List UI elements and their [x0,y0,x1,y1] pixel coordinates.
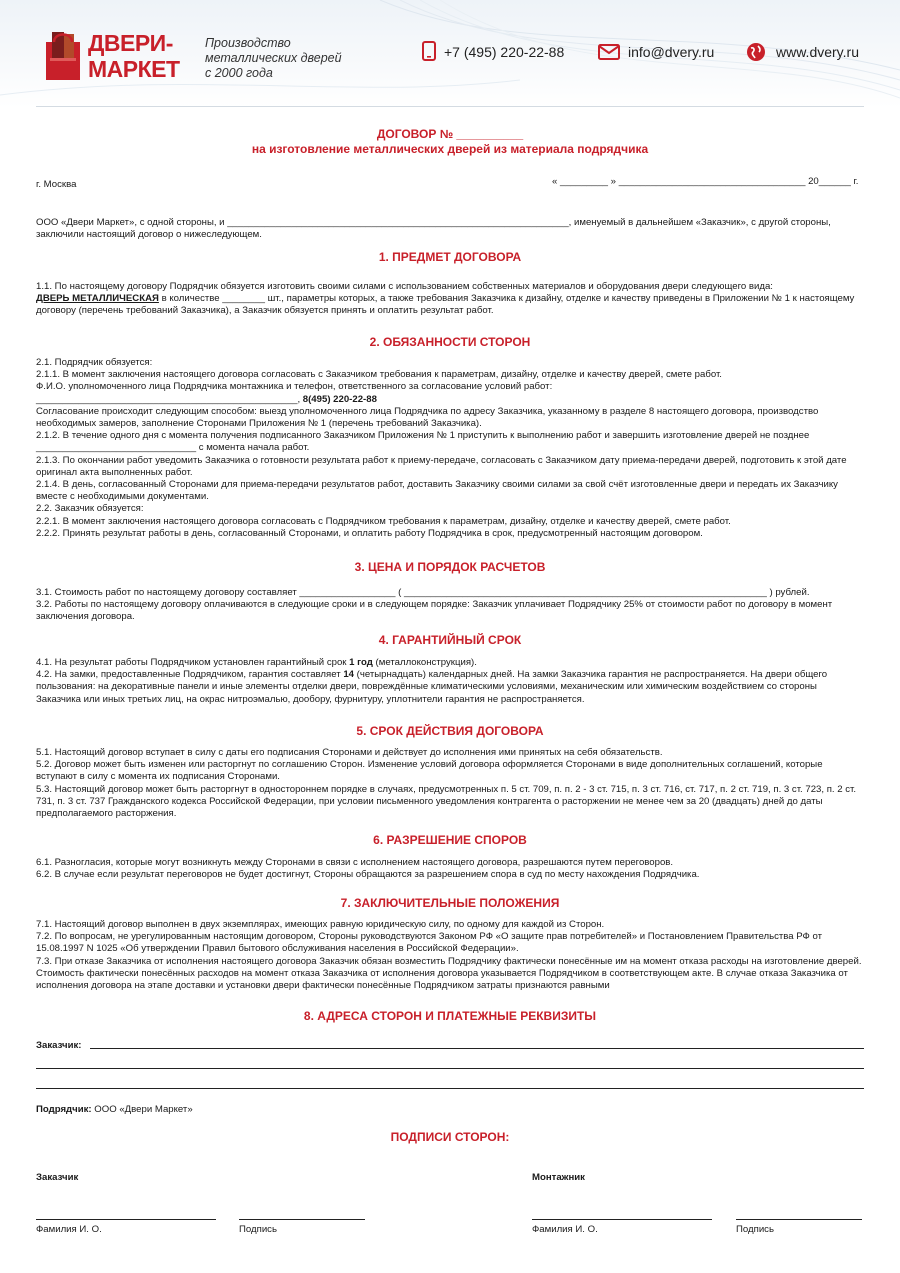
contract-subtitle: на изготовление металлических дверей из материала подрядчика [251,142,649,156]
section-4-heading: 4. ГАРАНТИЙНЫЙ СРОК [378,633,522,647]
website-url[interactable]: www.dvery.ru [776,44,859,60]
customer-name-caption: Фамилия И. О. [36,1224,102,1235]
section-8-heading: 8. АДРЕСА СТОРОН И ПЛАТЕЖНЫЕ РЕКВИЗИТЫ [303,1009,597,1023]
installer-signature-block: Монтажник [532,1172,585,1183]
installer-signature-line[interactable] [736,1219,862,1220]
contract-city: г. Москва [36,179,77,190]
installer-signature-caption: Подпись [736,1224,774,1235]
section-3-text: 3.1. Стоимость работ по настоящему договору составляет __________________ ( ____________________________________________________________________ ) рублей. 3.2. Работы по настоящему договору оплачиваются в следующие сроки и в следующем порядке: Заказчик уплачивает Подрядчику 25% от стоимости работ по договору в момент заключения договора. [36,587,833,623]
header-divider [36,106,864,107]
phone-icon [422,41,436,61]
section-2-text: 2.1. Подрядчик обязуется: 2.1.1. В момент заключения настоящего договора согласовать с Заказчиком требования к параметрам, дизайну, отделке и качеству дверей, смете работ. Ф.И.О. уполномоченного лица Подрядчика монтажника и телефон, ответственного за согласование условий работ: _________________________________________________, 8(495) 220-22-88 Согласование происходит следующим способом: выезд уполномоченного лица Подрядчика по адресу Заказчика, указанному в разделе 8 настоящего договора, производство необходимых замеров, заполнение Сторонами Приложения № 1 (перечень требований Заказчика). 2.1.2. В течение одного дня с момента получения подписанного Заказчиком Приложения № 1 приступить к выполнению работ и завершить изготовление дверей не позднее ______________________________ с момента начала работ. 2.1.3. По окончании работ уведомить Заказчика о готовности результата работ к приему-передаче, согласовать с Заказчиком дату приема-передачи дверей, подготовить к этой дате оригинал акта выполненных работ. 2.1.4. В день, согласованный Сторонами для приема-передачи результатов работ, доставить Заказчику своими силами за свой счёт изготовленные двери и передать их Заказчику вместе с необходимыми документами. 2.2. Заказчик обязуется: 2.2.1. В момент заключения настоящего договора согласовать с Подрядчиком требования к параметрам, дизайну, отделке и качеству дверей, смете работ. 2.2.2. Принять результат работы в день, согласованный Сторонами, и оплатить работу Подрядчика в срок, предусмотренный настоящим договором. [36,357,847,539]
door-bag-icon [44,28,84,82]
letterhead [0,0,900,108]
section-6-text: 6.1. Разногласия, которые могут возникнуть между Сторонами в связи с исполнением настоящего договора, разрешаются путем переговоров. 6.2. В случае если результат переговоров не будет достигнут, Стороны обращаются за разрешением спора в суд по месту нахождения Подрядчика. [36,857,700,881]
envelope-icon [598,44,620,60]
intro-paragraph: ООО «Двери Маркет», с одной стороны, и ________________________________________________________________, именуемый в дальнейшем «Заказчик», с другой стороны, заключили настоящий договор о нижеследующем. [36,217,831,241]
contract-title: ДОГОВОР № __________ [376,127,524,141]
section-1-text: 1.1. По настоящему договору Подрядчик обязуется изготовить своими силами с использованием собственных материалов и оборудования двери следующего вида: ДВЕРЬ МЕТАЛЛИЧЕСКАЯ в количестве ________ шт., параметры которых, а также требования Заказчика к дизайну, отделке и качеству приведены в Приложении № 1 к настоящему договору (перечень требований Заказчика), а Заказчик обязуется принять и оплатить результат работ. [36,281,855,317]
customer-requisites: Заказчик: [36,1040,82,1051]
installer-name-line[interactable] [532,1219,712,1220]
section-5-text: 5.1. Настоящий договор вступает в силу с даты его подписания Сторонами и действует до исполнения ими принятых на себя обязательств. 5.2. Договор может быть изменен или расторгнут по соглашению Сторон. Изменение условий договора оформляется Сторонами в виде дополнительных соглашений, которые вступают в силу с момента их подписания Сторонами. 5.3. Настоящий договор может быть расторгнут в одностороннем порядке в случаях, предусмотренных п. 5 ст. 709, п. п. 2 - 3 ст. 715, п. 3 ст. 716, ст. 717, п. 2 ст. 719, п. 3 ст. 723, п. 2 ст. 731, п. 3 ст. 737 Гражданского кодекса Российской Федерации, при условии письменного уведомления контрагента о расторжении не менее чем за 20 (двадцать) дней до даты предполагаемого расторжения. [36,747,857,820]
contractor-requisites: Подрядчик: ООО «Двери Маркет» [36,1104,193,1115]
customer-requisites-line-1[interactable] [90,1048,864,1049]
section-4-text: 4.1. На результат работы Подрядчиком установлен гарантийный срок 1 год (металлоконструкция). 4.2. На замки, предоставленные Подрядчиком, гарантия составляет 14 (четырнадцать) календарных дней. На замки Заказчика гарантия не распространяется. На двери общего пользования: на декоративные панели и иные элементы отделки двери, повреждённые климатическими условиями, механическим или химическим воздействием со стороны Заказчика или иных третьих лиц, на окрас нитроэмалью, дообору, фурнитуру, уплотнители гарантия не распространяется. [36,657,828,705]
section-6-heading: 6. РАЗРЕШЕНИЕ СПОРОВ [373,833,527,847]
customer-signature-line[interactable] [239,1219,365,1220]
section-2-heading: 2. ОБЯЗАННОСТИ СТОРОН [369,335,531,349]
contract-date-field: « _________ » ___________________________________ 20______ г. [552,176,859,187]
installer-name-caption: Фамилия И. О. [532,1224,598,1235]
globe-icon [746,42,766,62]
customer-requisites-line-2[interactable] [36,1068,864,1069]
phone-number: +7 (495) 220-22-88 [444,44,565,60]
section-5-heading: 5. СРОК ДЕЙСТВИЯ ДОГОВОРА [356,724,544,738]
signatures-heading: ПОДПИСИ СТОРОН: [390,1130,510,1144]
customer-requisites-line-3[interactable] [36,1088,864,1089]
customer-signature-block: Заказчик [36,1172,79,1183]
customer-name-line[interactable] [36,1219,216,1220]
email-address[interactable]: info@dvery.ru [628,44,715,60]
section-7-text: 7.1. Настоящий договор выполнен в двух экземплярах, имеющих равную юридическую силу, по одному для каждой из Сторон. 7.2. По вопросам, не урегулированным настоящим договором, Стороны руководствуются Законом РФ «О защите прав потребителей» и Постановлением Правительства РФ от 15.08.1997 N 1025 «Об утверждении Правил бытового обслуживания населения в Российской Федерации». 7.3. При отказе Заказчика от исполнения настоящего договора Заказчик обязан возместить Подрядчику фактически понесённые им на момент отказа расходы на изготовление дверей. Стоимость фактически понесённых расходов на момент отказа Заказчика от исполнения договора указывается Подрядчиком в соответствующем акте. В случае отказа Заказчика от исполнения договора на этапе доставки и установки двери фактически понесённые Подрядчиком затраты признаются равными [36,919,862,992]
company-tagline: Производство металлических дверей с 2000 года [205,36,342,80]
section-3-heading: 3. ЦЕНА И ПОРЯДОК РАСЧЕТОВ [354,560,546,574]
logo-text: ДВЕРИ- МАРКЕТ [88,30,180,82]
company-logo [44,28,180,86]
section-7-heading: 7. ЗАКЛЮЧИТЕЛЬНЫЕ ПОЛОЖЕНИЯ [340,896,560,910]
customer-signature-caption: Подпись [239,1224,277,1235]
section-1-heading: 1. ПРЕДМЕТ ДОГОВОРА [378,250,522,264]
